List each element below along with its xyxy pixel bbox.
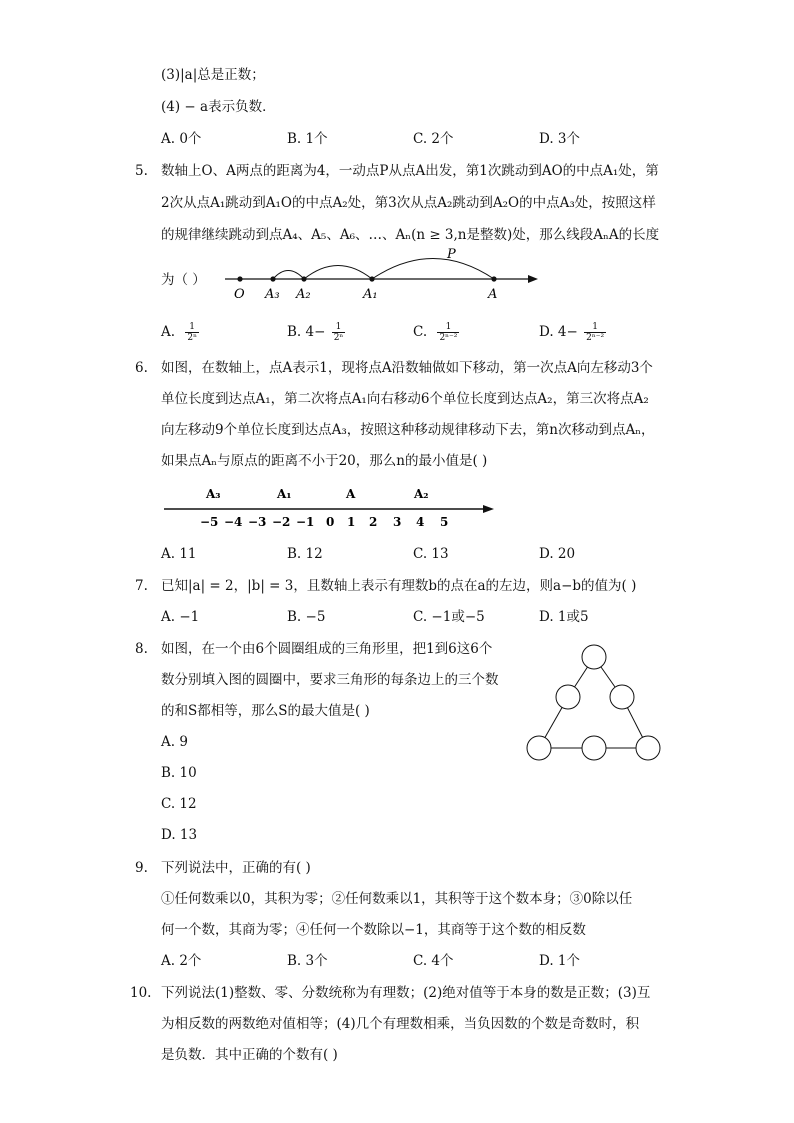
q5-option-b-numerator: 1 — [332, 322, 346, 333]
q5-line-2: 2次从点A₁跳动到A₁O的中点A₂处，第3次从点A₂跳动到A₂O的中点A₃处，按照这样 — [161, 195, 656, 211]
q9-line-3: 何一个数，其商为零；④任何一个数除以−1，其商等于这个数的相反数 — [161, 922, 586, 938]
q5-label-a2: A₂ — [296, 287, 311, 302]
q6-tick-0: 0 — [326, 515, 335, 529]
q5-number-line-figure — [220, 246, 550, 302]
q5-jump-arc-3 — [273, 271, 304, 280]
q5-option-d-denominator: 2ⁿ⁻² — [586, 333, 605, 343]
q8-circle-right-middle — [610, 685, 634, 709]
q5-label-a1: A₁ — [363, 287, 378, 302]
q8-option-a: A. 9 — [161, 734, 188, 750]
q5-point-a1 — [369, 276, 374, 281]
q9-option-d: D. 1个 — [539, 953, 581, 969]
q6-tick-1: 1 — [347, 515, 356, 529]
q10-number: 10. — [130, 985, 152, 1001]
q6-tick-neg3: −3 — [248, 515, 267, 529]
q6-tick-neg1: −1 — [296, 515, 315, 529]
q9-option-a: A. 2个 — [161, 953, 202, 969]
q6-tick-neg4: −4 — [224, 515, 243, 529]
q5-option-b-fraction — [332, 322, 346, 343]
q5-label-o: O — [234, 287, 245, 302]
q8-option-d: D. 13 — [161, 827, 198, 843]
q10-line-3: 是负数．其中正确的个数有( ) — [161, 1047, 338, 1063]
q5-line-4: 为（ ） — [161, 272, 206, 288]
q5-point-a2 — [301, 276, 306, 281]
q6-number: 6. — [135, 360, 148, 376]
q5-option-b — [287, 322, 345, 343]
q5-option-b-letter: B. 4− — [287, 324, 326, 340]
q10-line-2: 为相反数的两数绝对值相等；(4)几个有理数相乘，当负因数的个数是奇数时，积 — [161, 1016, 640, 1032]
q9-option-b: B. 3个 — [287, 953, 328, 969]
q5-point-a3 — [270, 276, 275, 281]
q8-option-c: C. 12 — [161, 796, 197, 812]
q5-option-d-fraction — [584, 322, 606, 343]
q6-line-3: 向左移动9个单位长度到达点A₃，按照这种移动规律移动下去，第n次移动到点Aₙ， — [161, 422, 655, 438]
q8-line-3: 的和S都相等，那么S的最大值是( ) — [161, 703, 370, 719]
q4-option-d: D. 3个 — [539, 131, 581, 147]
q5-point-o — [237, 276, 242, 281]
q5-option-d — [539, 322, 606, 343]
q8-option-b: B. 10 — [161, 765, 197, 781]
q5-option-c — [413, 322, 459, 343]
q6-tick-2: 2 — [369, 515, 378, 529]
q6-tick-neg2: −2 — [272, 515, 291, 529]
q5-option-a-denominator: 2ⁿ — [187, 333, 197, 343]
q4-option-b: B. 1个 — [287, 131, 328, 147]
q5-point-a — [491, 276, 496, 281]
q5-option-b-denominator: 2ⁿ — [333, 333, 344, 343]
q5-axis-arrow — [528, 275, 538, 283]
q9-line-1: 下列说法中，正确的有( ) — [161, 860, 311, 876]
q6-label-a3: A₃ — [206, 487, 221, 501]
q6-tick-3: 3 — [393, 515, 402, 529]
q8-triangle-circles-figure — [522, 640, 668, 766]
q6-tick-5: 5 — [440, 515, 449, 529]
q6-line-4: 如果点Aₙ与原点的距离不小于20，那么n的最小值是( ) — [161, 453, 488, 469]
q5-option-a-numerator: 1 — [185, 322, 199, 333]
q4-option-a: A. 0个 — [161, 131, 202, 147]
q8-circle-top — [582, 645, 606, 669]
q6-label-a: A — [346, 487, 356, 501]
q8-circle-left-middle — [556, 685, 580, 709]
q4-option-c: C. 2个 — [413, 131, 454, 147]
q8-line-1: 如图，在一个由6个圆圈组成的三角形里，把1到6这6个 — [161, 641, 493, 657]
q8-circle-bottom-left — [527, 736, 551, 760]
q5-number: 5. — [135, 163, 148, 179]
q6-number-line-figure — [160, 482, 500, 532]
q5-option-a-letter: A. — [161, 324, 176, 340]
q7-option-a: A. −1 — [161, 609, 200, 625]
q6-option-d: D. 20 — [539, 546, 576, 562]
q6-axis-arrow — [483, 505, 494, 513]
q6-label-a2: A₂ — [414, 487, 429, 501]
q6-tick-4: 4 — [416, 515, 425, 529]
q5-line-3: 的规律继续跳动到点A₄、A₅、A₆、…、Aₙ(n ≥ 3,n是整数)处，那么线段AₙA的长度 — [161, 227, 660, 243]
q5-option-d-letter: D. 4− — [539, 324, 578, 340]
q5-option-d-numerator: 1 — [584, 322, 606, 333]
q5-option-a — [161, 322, 199, 343]
q6-option-b: B. 12 — [287, 546, 323, 562]
q7-option-d: D. 1或5 — [539, 609, 589, 625]
q5-jump-arc-1 — [372, 259, 494, 280]
q7-option-b: B. −5 — [287, 609, 326, 625]
q9-option-c: C. 4个 — [413, 953, 454, 969]
q8-circle-bottom-right — [636, 736, 660, 760]
q8-circle-bottom-middle — [582, 736, 606, 760]
q6-label-a1: A₁ — [277, 487, 292, 501]
q10-line-1: 下列说法(1)整数、零、分数统称为有理数；(2)绝对值等于本身的数是正数；(3)互 — [161, 985, 651, 1001]
q5-option-a-fraction — [185, 322, 199, 343]
q5-label-p: P — [447, 247, 456, 262]
q7-option-c: C. −1或−5 — [413, 609, 485, 625]
q6-tick-neg5: −5 — [200, 515, 219, 529]
q5-option-c-fraction — [437, 322, 459, 343]
q5-jump-arc-2 — [304, 266, 372, 280]
q7-line: 已知|a| = 2，|b| = 3，且数轴上表示有理数b的点在a的左边，则a−b的值为( ) — [161, 578, 637, 594]
q5-option-c-letter: C. — [413, 324, 428, 340]
q9-number: 9. — [135, 860, 148, 876]
q5-option-c-numerator: 1 — [437, 322, 459, 333]
q4-statement-3: (3)|a|总是正数； — [161, 67, 265, 83]
q4-statement-4: (4) − a表示负数． — [161, 99, 276, 115]
q6-option-a: A. 11 — [161, 546, 197, 562]
q5-option-c-denominator: 2ⁿ⁻² — [439, 333, 458, 343]
q6-option-c: C. 13 — [413, 546, 449, 562]
q6-line-2: 单位长度到达点A₁，第二次将点A₁向右移动6个单位长度到达点A₂，第三次将点A₂ — [161, 391, 649, 407]
q7-number: 7. — [135, 578, 148, 594]
q5-label-a: A — [488, 287, 498, 302]
q5-label-a3: A₃ — [265, 287, 280, 302]
q8-line-2: 数分别填入图的圆圈中，要求三角形的每条边上的三个数 — [161, 672, 499, 688]
q5-line-1: 数轴上O、A两点的距离为4，一动点P从点A出发，第1次跳动到AO的中点A₁处，第 — [161, 163, 659, 179]
q6-line-1: 如图，在数轴上，点A表示1，现将点A沿数轴做如下移动，第一次点A向左移动3个 — [161, 360, 653, 376]
q8-number: 8. — [135, 641, 148, 657]
q9-line-2: ①任何数乘以0，其积为零；②任何数乘以1，其积等于这个数本身；③0除以任 — [161, 891, 633, 907]
